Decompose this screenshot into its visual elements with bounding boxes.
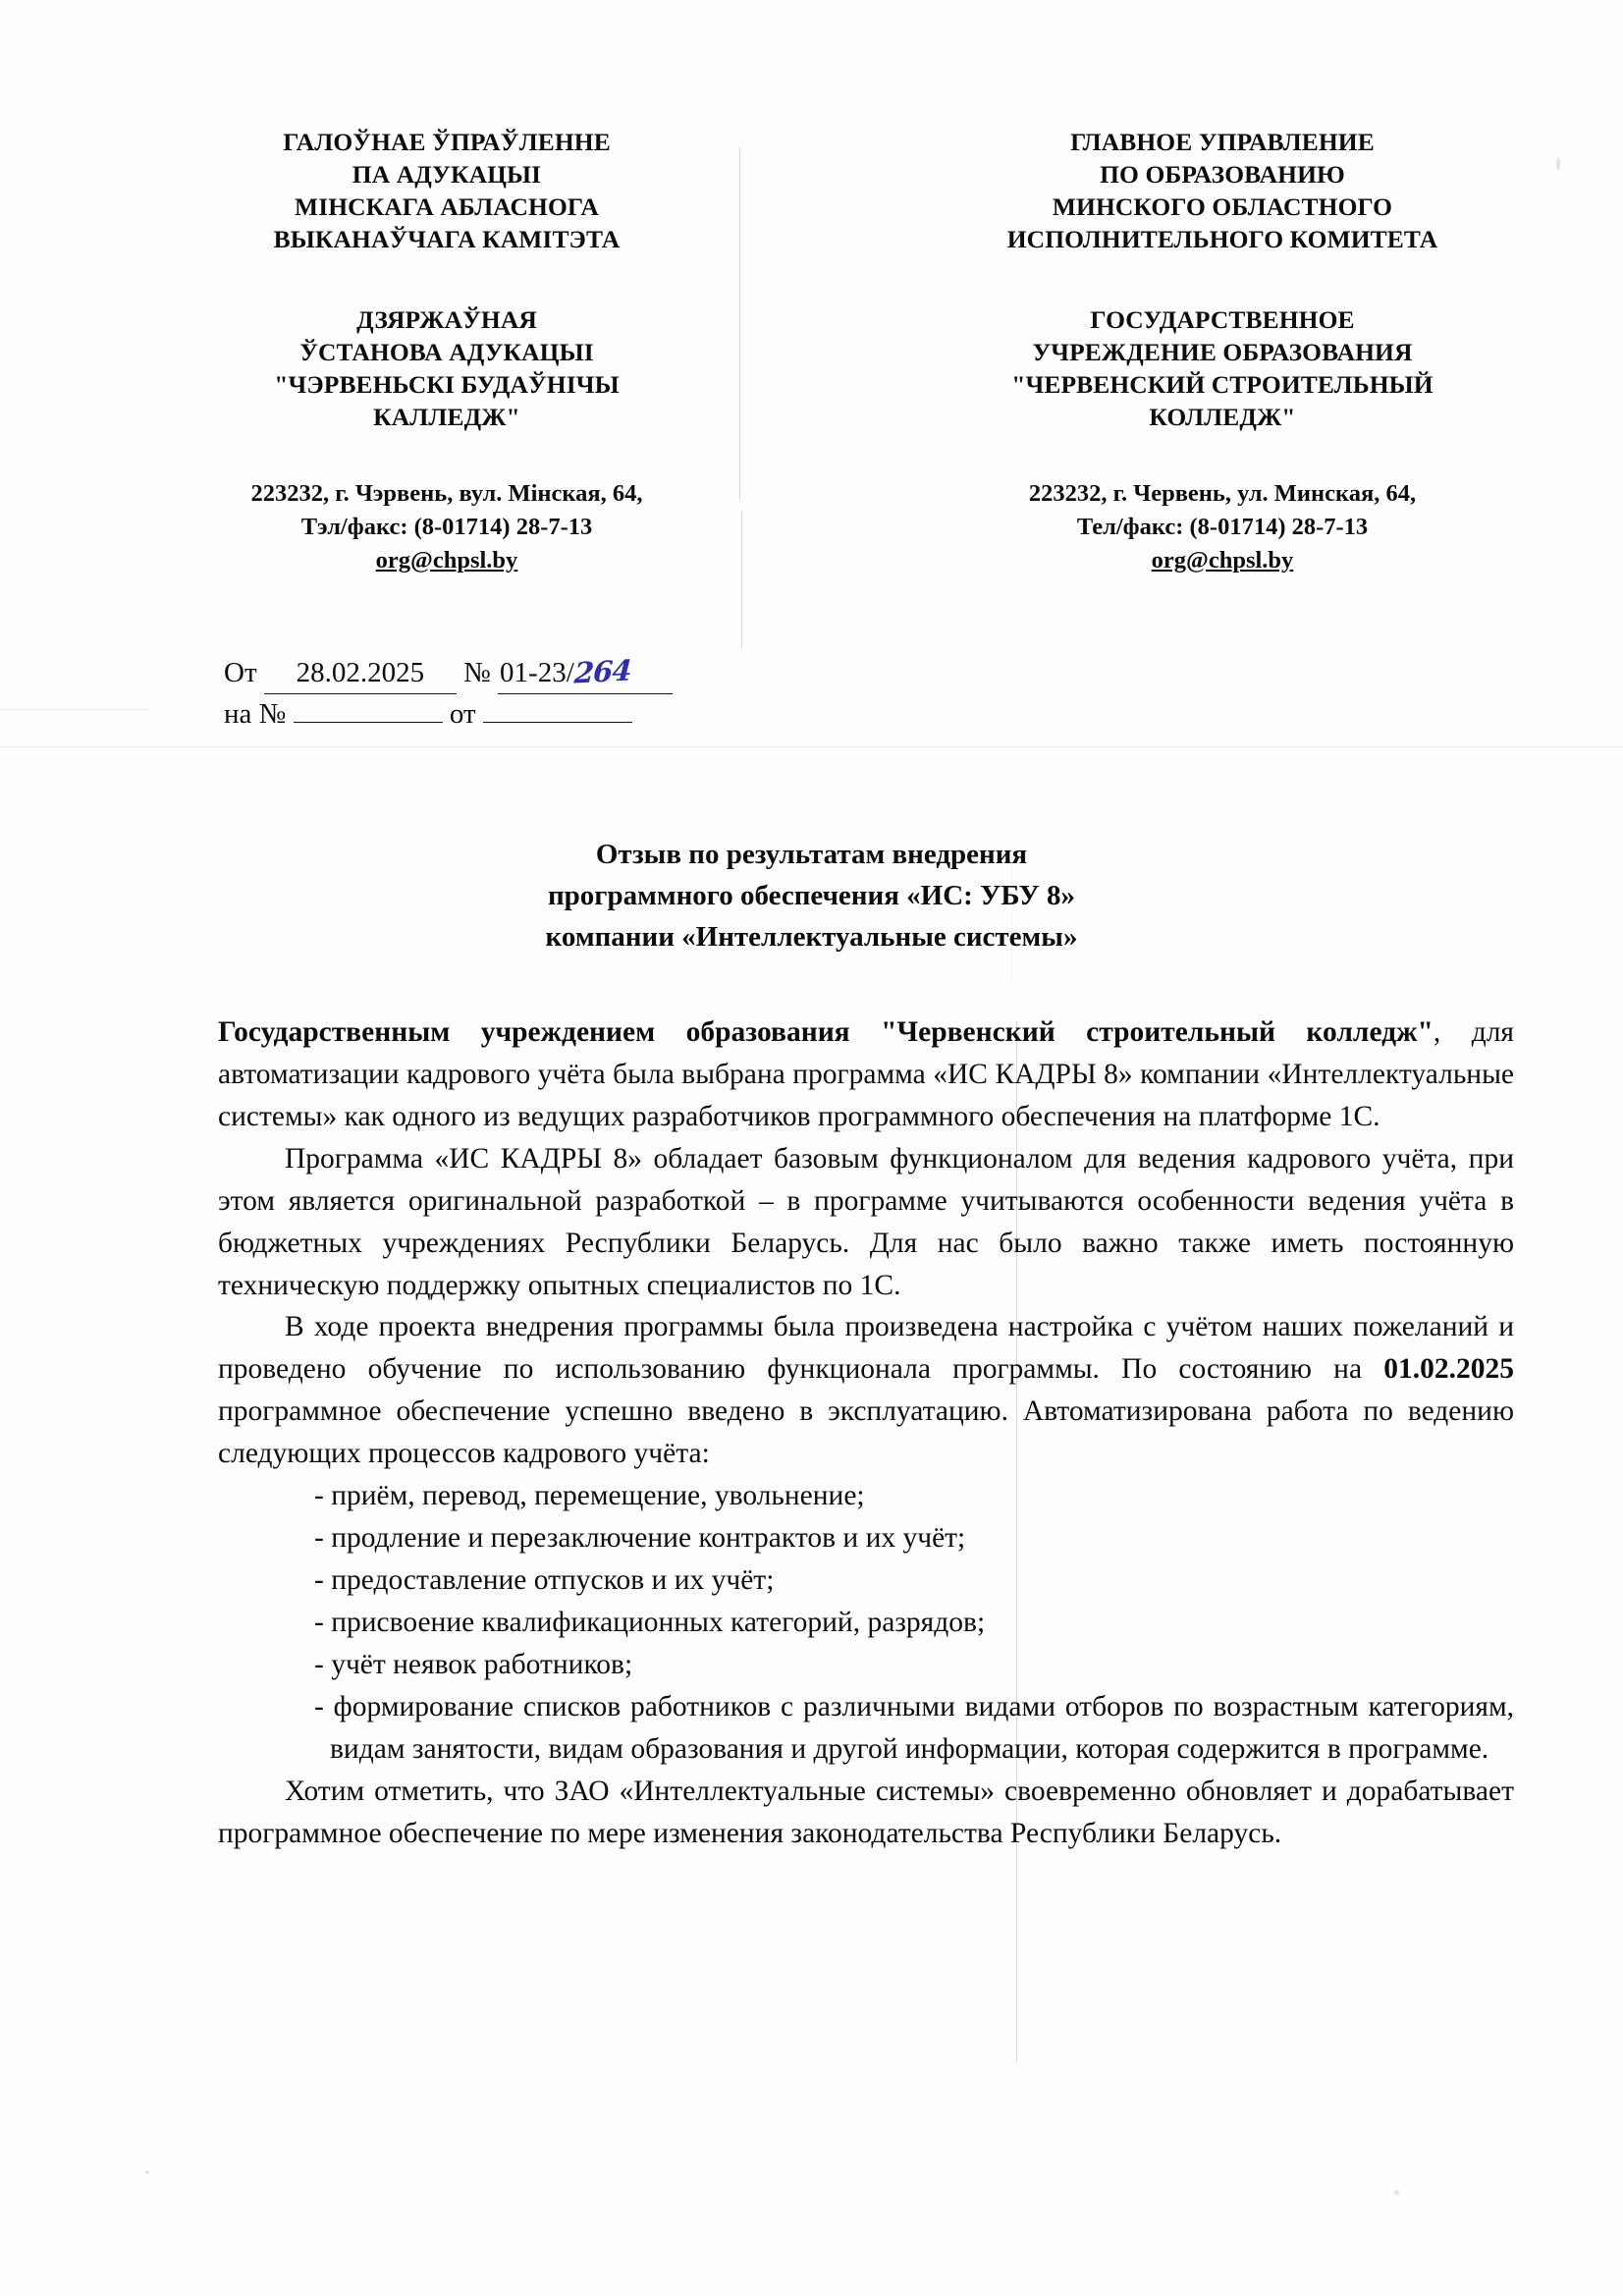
authority-line: ИСПОЛНИТЕЛЬНОГО КОМИТЕТА	[1006, 225, 1438, 254]
scan-artifact-horizontal-line	[0, 709, 147, 710]
organization-line: "ЧЕРВЕНСКИЙ СТРОИТЕЛЬНЫЙ	[1011, 369, 1434, 399]
paragraph-3	[218, 1306, 1514, 1475]
organization-line: ДЗЯРЖАЎНАЯ	[356, 304, 537, 334]
reference-block	[224, 652, 673, 735]
document-body	[218, 1011, 1514, 1854]
authority-name-russian	[923, 126, 1522, 256]
organization-line: "ЧЭРВЕНЬСКІ БУДАЎНІЧЫ	[274, 369, 620, 399]
organization-line: ГОСУДАРСТВЕННОЕ	[1090, 304, 1355, 334]
organization-line: УЧРЕЖДЕНИЕ ОБРАЗОВАНИЯ	[1032, 337, 1413, 366]
authority-line: ГЛАВНОЕ УПРАВЛЕНИЕ	[1070, 128, 1375, 156]
reply-from-date-field[interactable]	[483, 722, 632, 723]
list-item: - приём, перевод, перемещение, увольнение;	[314, 1480, 865, 1512]
paragraph-3-after-date: программное обеспечение успешно введено в эксплуатацию. Автоматизирована работа по ведению следующих процессов кадрового учёта:	[218, 1395, 1514, 1470]
letterhead-left-column	[147, 126, 746, 577]
reference-outgoing-line	[224, 652, 673, 694]
reply-from-label: от	[449, 698, 476, 731]
paragraph-1-bold-lead: Государственным учреждением образования "Червенский строительный колледж"	[218, 1016, 1434, 1048]
scan-artifact-speck	[1556, 157, 1560, 171]
document-title	[0, 835, 1623, 957]
reference-incoming-line	[224, 694, 673, 735]
postal-address: 223232, г. Чэрвень, вул. Мінская, 64,	[250, 480, 643, 508]
list-item: - присвоение квалификационных категорий, разрядов;	[314, 1606, 986, 1638]
authority-line: ГАЛОЎНАЕ ЎПРАЎЛЕННЕ	[283, 128, 611, 156]
list-item: - формирование списков работников с различными видами отборов по возрастным категориям, видам занятости, видам образования и другой информации, которая содержится в программе.	[314, 1690, 1514, 1765]
outgoing-date-field[interactable]: 28.02.2025	[264, 653, 457, 694]
email-address[interactable]: org@chpsl.by	[375, 546, 518, 574]
letterhead	[147, 126, 1522, 577]
organization-name-russian	[923, 303, 1522, 434]
organization-line: КОЛЛЕДЖ"	[1149, 402, 1296, 431]
paragraph-1	[218, 1011, 1514, 1138]
postal-address: 223232, г. Червень, ул. Минская, 64,	[1028, 480, 1417, 508]
reply-to-number-field[interactable]	[294, 722, 443, 723]
authority-line: ПА АДУКАЦЫІ	[352, 160, 542, 190]
phone-fax: Тэл/факс: (8-01714) 28-7-13	[300, 513, 593, 540]
list-item: - учёт неявок работников;	[314, 1648, 633, 1680]
title-line-3: компании «Интеллектуальные системы»	[545, 920, 1078, 953]
paragraph-1-rest: , для автоматизации кадрового учёта была выбрана программа «ИС КАДРЫ 8» компании «Интеллектуальные системы» как одного из ведущих разработчиков программного обеспечения на платформе 1С.	[218, 1016, 1514, 1132]
contact-info-russian	[923, 477, 1522, 576]
number-printed-part: 01-23/	[500, 657, 574, 688]
scan-artifact-horizontal-line	[0, 746, 1623, 747]
list-item: - предоставление отпусков и их учёт;	[314, 1563, 775, 1596]
authority-line: МІНСКАГА АБЛАСНОГА	[295, 192, 599, 222]
organization-line: ЎСТАНОВА АДУКАЦЫІ	[299, 337, 594, 366]
authority-line: ВЫКАНАЎЧАГА КАМІТЭТА	[273, 225, 621, 254]
paragraph-4: Хотим отметить, что ЗАО «Интеллектуальные системы» своевременно обновляет и дорабатывает программное обеспечение по мере изменения законодательства Республики Беларусь.	[218, 1775, 1514, 1849]
organization-name-belarusian	[147, 303, 746, 434]
commissioning-date: 01.02.2025	[1383, 1353, 1514, 1386]
authority-line: ПО ОБРАЗОВАНИЮ	[1100, 160, 1345, 190]
authority-line: МИНСКОГО ОБЛАСТНОГО	[1052, 192, 1393, 222]
outgoing-number-field[interactable]	[498, 652, 673, 694]
title-line-2: программного обеспечения «ИС: УБУ 8»	[547, 879, 1076, 911]
from-label: От	[224, 657, 257, 688]
authority-name-belarusian	[147, 126, 746, 256]
phone-fax: Тел/факс: (8-01714) 28-7-13	[1076, 513, 1369, 540]
email-address[interactable]: org@chpsl.by	[1151, 546, 1294, 574]
number-label: №	[463, 657, 491, 688]
organization-line: КАЛЛЕДЖ"	[373, 402, 520, 431]
list-item: - продление и перезаключение контрактов и их учёт;	[314, 1522, 966, 1555]
paragraph-2: Программа «ИС КАДРЫ 8» обладает базовым функционалом для ведения кадрового учёта, при этом является оригинальной разработкой – в программе учитываются особенности ведения учёта в бюджетных учреждениях Республики Беларусь. Для нас было важно также иметь постоянную техническую поддержку опытных специалистов по 1С.	[218, 1142, 1514, 1301]
scan-artifact-speck	[145, 2170, 149, 2174]
reply-to-label: на №	[224, 698, 287, 731]
paragraph-3-before-date: В ходе проекта внедрения программы была произведена настройка с учётом наших пожеланий и проведено обучение по использованию функционала программы. По состоянию на	[218, 1311, 1514, 1386]
number-handwritten-part: 264	[572, 653, 632, 690]
automated-processes-list	[218, 1475, 1514, 1770]
scan-artifact-speck	[1394, 2190, 1399, 2195]
contact-info-belarusian	[147, 477, 746, 576]
letterhead-right-column	[923, 126, 1522, 577]
title-line-1: Отзыв по результатам внедрения	[595, 839, 1028, 870]
